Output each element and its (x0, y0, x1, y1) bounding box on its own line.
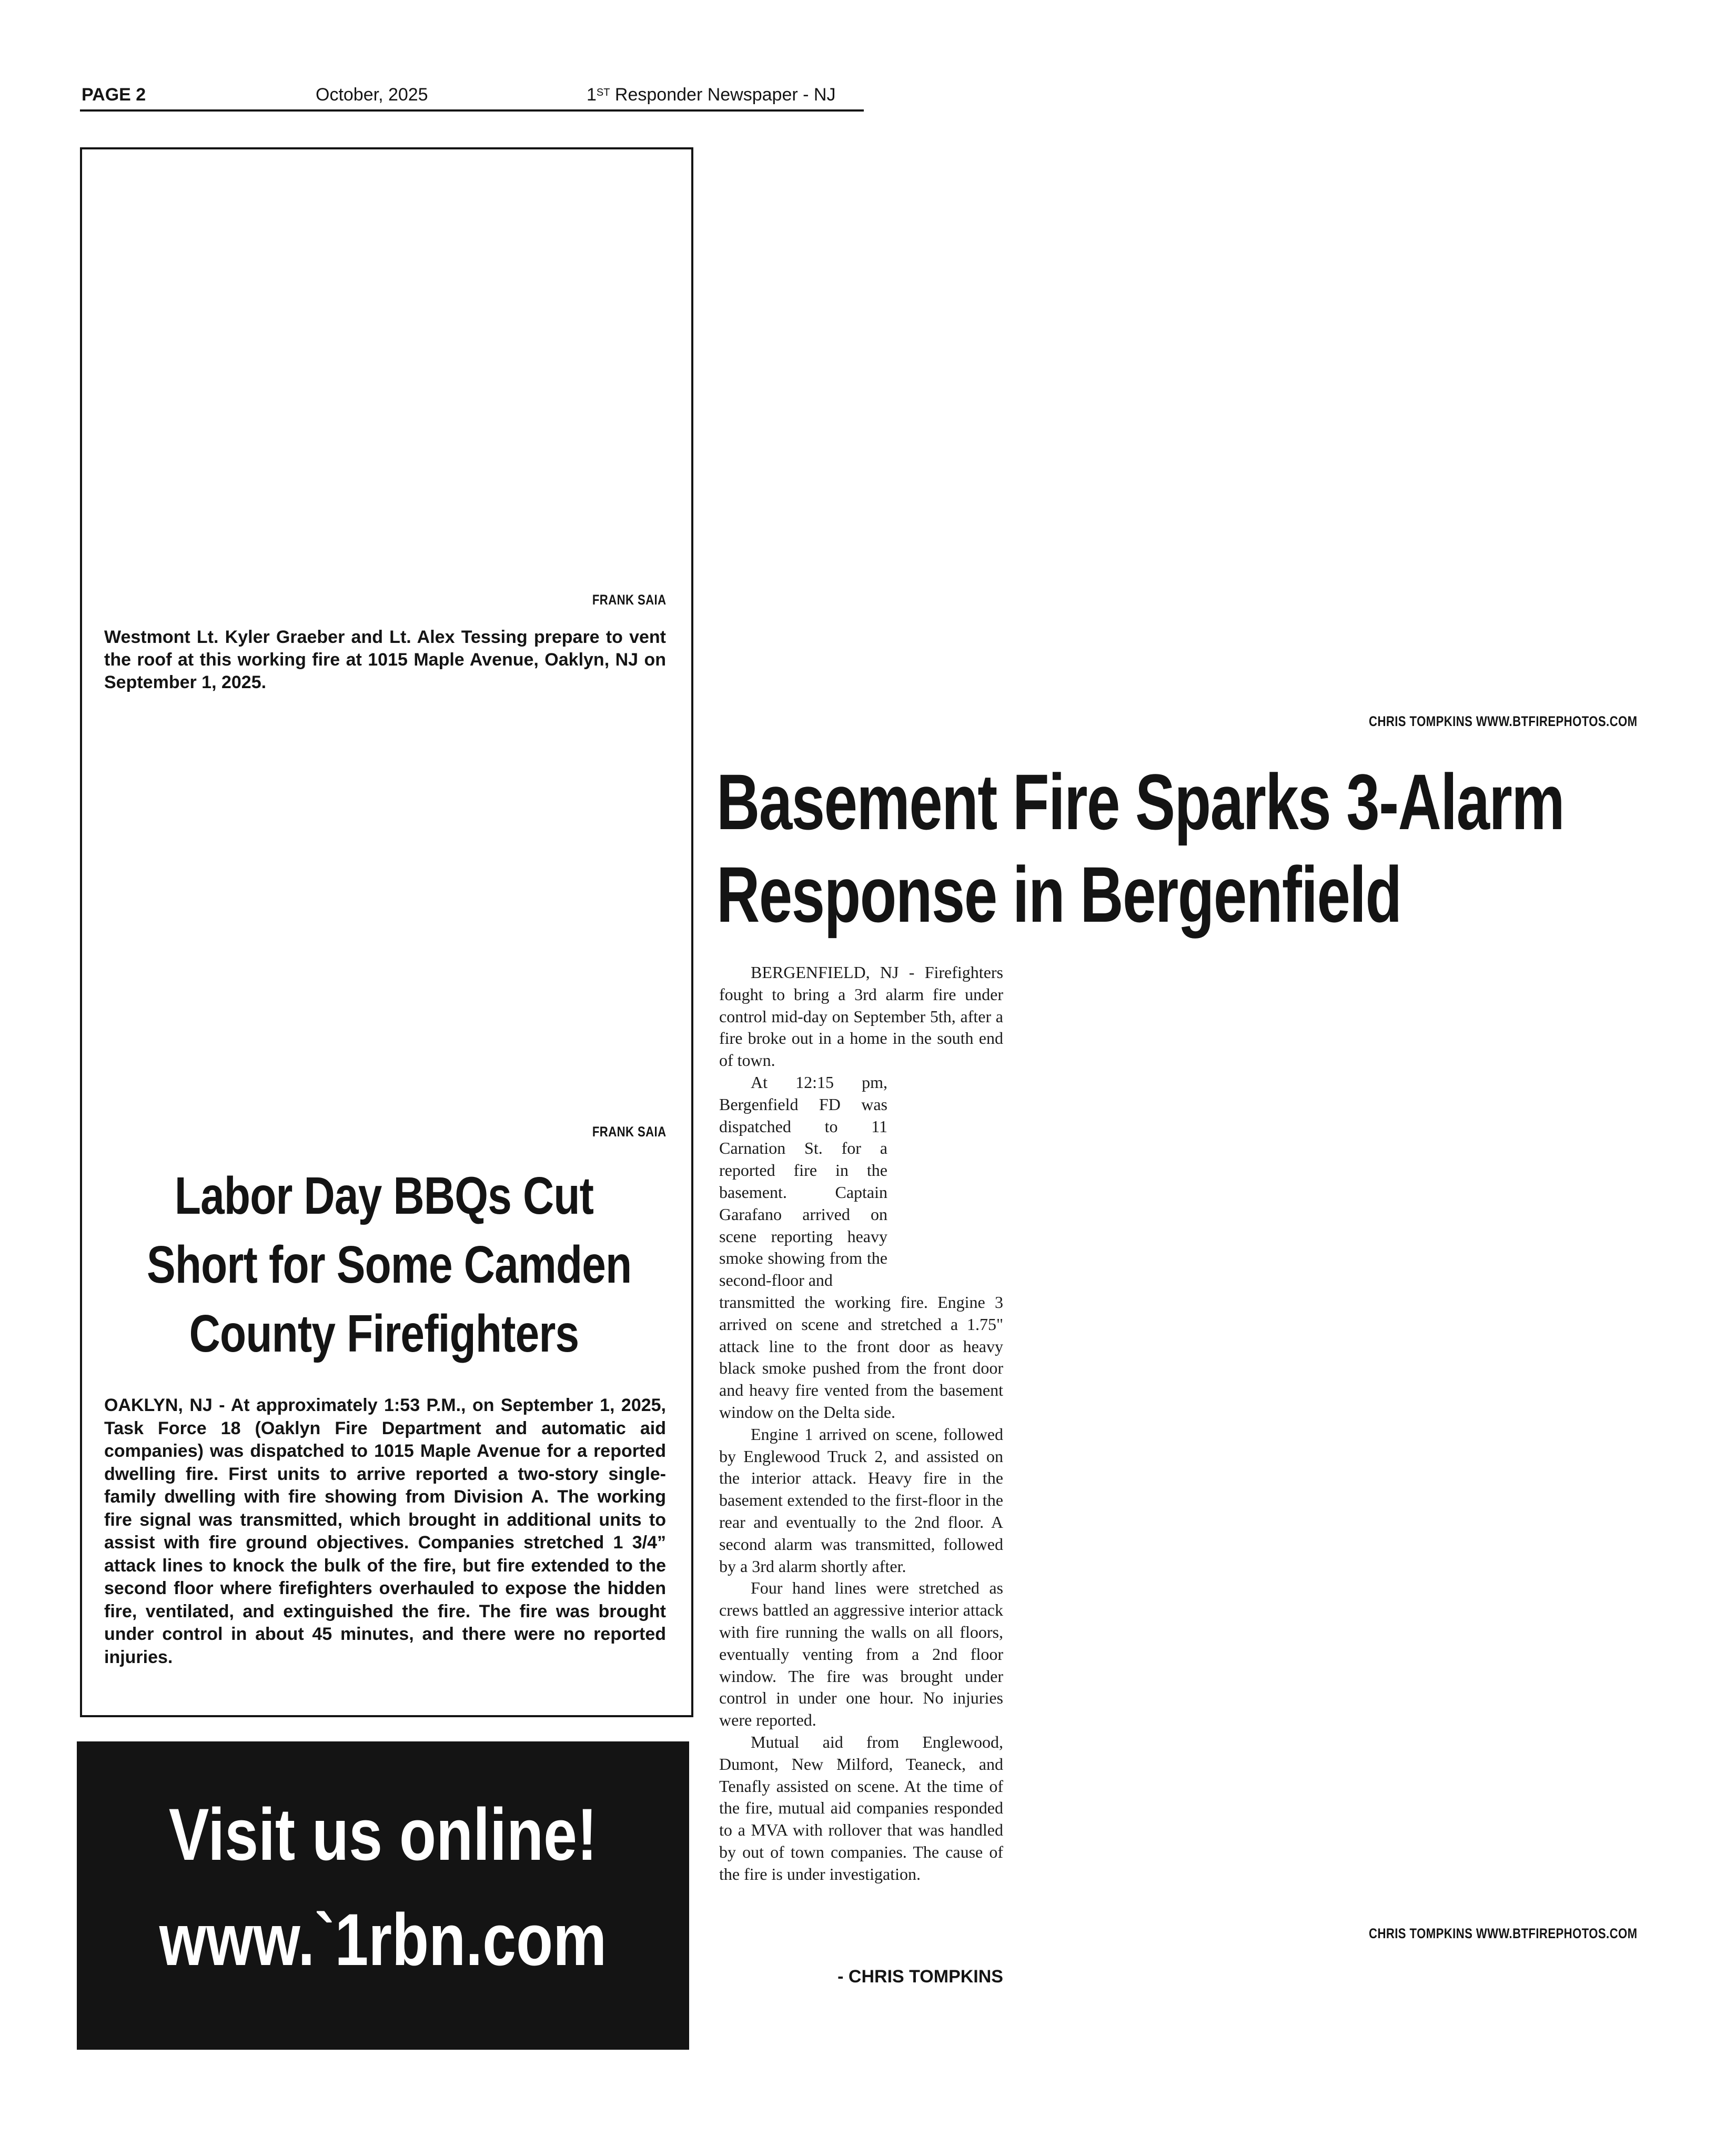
headline-line: County Firefighters (189, 1304, 579, 1363)
scene-photo (1031, 962, 1641, 1925)
headline-line: Short for Some Camden (147, 1235, 632, 1294)
house-fire-photo (716, 147, 1642, 705)
photo-credit: CHRIS TOMPKINS WWW.BTFIREPHOTOS.COM (1368, 713, 1637, 729)
paper-name-prefix: 1 (587, 85, 597, 105)
photo-credit: FRANK SAIA (592, 592, 666, 608)
headline-line: Response in Bergenfield (716, 850, 1401, 939)
photo-credit: FRANK SAIA (592, 1124, 666, 1140)
inset-photo (900, 1072, 1005, 1287)
paragraph: Four hand lines were stretched as crews battled an aggressive interior attack with fire running the walls on all floors, eventually venting from a 2nd floor window. The fire was brought under control in under one hour. No injuries were reported. (719, 1578, 1003, 1730)
paper-name-rest: Responder Newspaper - NJ (610, 85, 836, 105)
paper-name (587, 84, 835, 105)
article-column-top (719, 962, 1003, 1072)
headline-line: Basement Fire Sparks 3-Alarm (716, 758, 1565, 846)
header-rule (80, 109, 864, 112)
left-article-body: OAKLYN, NJ - At approximately 1:53 P.M., on September 1, 2025, Task Force 18 (Oaklyn Fire Department and automatic aid companies) was dispatched to 1015 Maple Avenue for a reported dwelling fire. First units to arrive reported a two-story single-family dwelling with fire showing from Division A. The working fire signal was transmitted, which brought in additional units to assist with fire ground objectives. Companies stretched 1 3/4” attack lines to knock the bulk of the fire, but fire extended to the second floor where firefighters overhauled to expose the hidden fire, ventilated, and extinguished the fire. The fire was brought under control in about 45 minutes, and there were no reported injuries. (104, 1395, 666, 1667)
paragraph: transmitted the working fire. Engine 3 arrived on scene and stretched a 1.75" attack line to the front door as heavy black smoke pushed from the front door and heavy fire vented from the basement window on the Delta side. (719, 1293, 1003, 1422)
issue-date: October, 2025 (316, 85, 428, 105)
byline: - CHRIS TOMPKINS (837, 1967, 1003, 1987)
fire-photo (100, 708, 668, 1113)
photo-caption: Westmont Lt. Kyler Graeber and Lt. Alex Tessing prepare to vent the roof at this working fire at 1015 Maple Avenue, Oaklyn, NJ on September 1, 2025. (104, 627, 666, 692)
promo-url[interactable]: www.`1rbn.com (159, 1898, 607, 1981)
promo-headline: Visit us online! (168, 1793, 598, 1876)
photo-credit: CHRIS TOMPKINS WWW.BTFIREPHOTOS.COM (1368, 1926, 1637, 1941)
promo-banner (77, 1741, 689, 2050)
headline-line: Labor Day BBQs Cut (174, 1166, 594, 1225)
paragraph: Mutual aid from Englewood, Dumont, New Milford, Teaneck, and Tenafly assisted on scene. At the time of the fire, mutual aid companies responded to a MVA with rollover that was handled by out of town companies. The cause of the fire is under investigation. (719, 1732, 1003, 1883)
main-headline (716, 755, 1565, 941)
paragraph: Engine 1 arrived on scene, followed by Englewood Truck 2, and assisted on the interior attack. Heavy fire in the basement extended to the first-floor in the rear and eventually to the 2nd floor. A second alarm was transmitted, followed by a 3rd alarm shortly after. (719, 1424, 1003, 1576)
roof-photo (100, 158, 668, 584)
article-column-main (719, 1292, 1003, 1886)
paper-name-sup: ST (596, 87, 610, 98)
left-headline (147, 1162, 632, 1368)
page-number: PAGE 2 (82, 85, 146, 105)
article-column-narrow (719, 1072, 887, 1292)
paragraph: At 12:15 pm, Bergenfield FD was dispatched to 11 Carnation St. for a reported fire in the basement. Captain Garafano arrived on scene reporting heavy smoke showing from the second-floor and (719, 1073, 887, 1290)
paragraph: BERGENFIELD, NJ - Firefighters fought to bring a 3rd alarm fire under control mid-day on September 5th, after a fire broke out in a home in the south end of town. (719, 963, 1003, 1070)
